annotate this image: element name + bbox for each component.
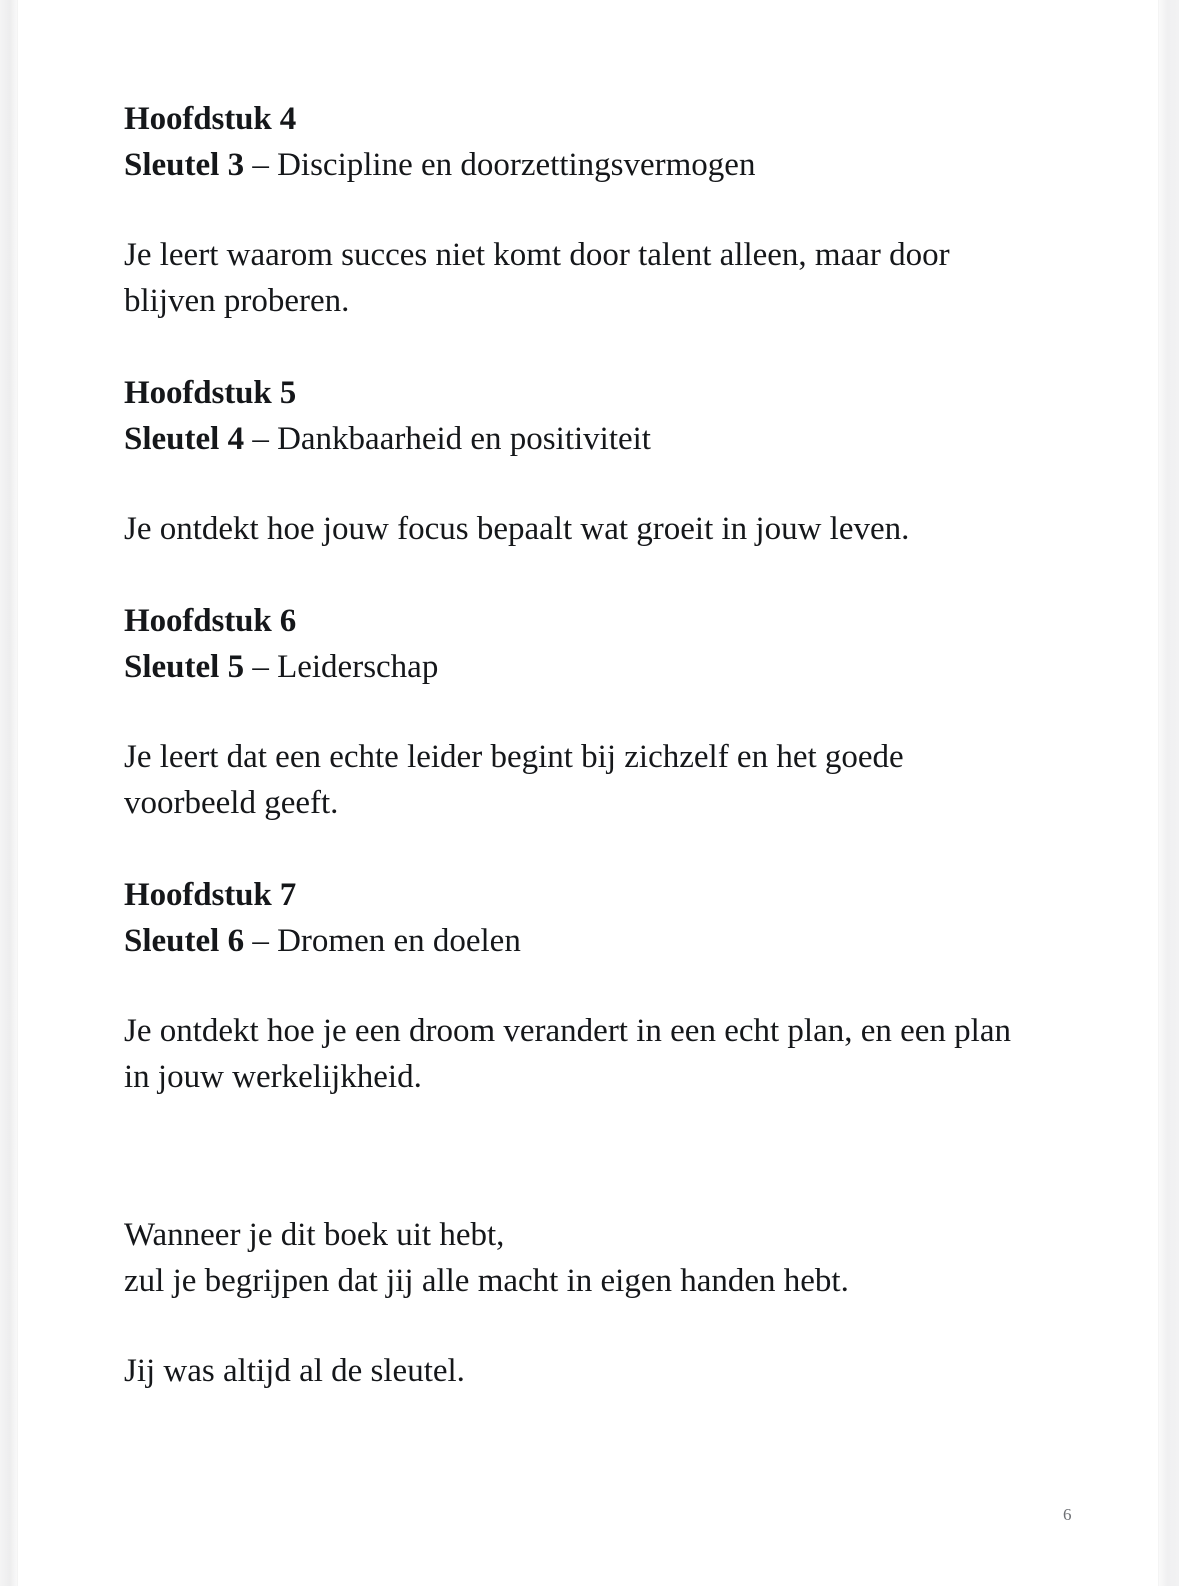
section-body: Je ontdekt hoe jouw focus bepaalt wat groeit in jouw leven. [124, 511, 910, 547]
key-subheading [124, 142, 1024, 188]
closing-line-1: Wanneer je dit boek uit hebt, [124, 1217, 505, 1253]
section-block [124, 96, 1024, 324]
key-separator: – [244, 147, 278, 183]
spacer-large [124, 1100, 1024, 1212]
key-subheading [124, 644, 1024, 690]
page-content [124, 96, 1024, 1394]
section-body: Je ontdekt hoe je een droom verandert in een echt plan, en een plan in jouw werkelijkheid. [124, 1013, 1011, 1095]
key-title: Dromen en doelen [277, 923, 521, 959]
key-separator: – [244, 649, 278, 685]
spacer [124, 690, 1024, 734]
page-number: 6 [1063, 1505, 1072, 1524]
key-subheading [124, 918, 1024, 964]
key-title: Leiderschap [277, 649, 439, 685]
spacer [124, 188, 1024, 232]
key-separator: – [244, 923, 278, 959]
spacer [124, 324, 1024, 370]
spacer [124, 826, 1024, 872]
spacer [124, 964, 1024, 1008]
closing-line-2: zul je begrijpen dat jij alle macht in eigen handen hebt. [124, 1263, 849, 1299]
key-label: Sleutel 6 [124, 923, 245, 959]
key-label: Sleutel 3 [124, 147, 245, 183]
chapter-heading: Hoofdstuk 5 [124, 375, 297, 411]
chapter-heading: Hoofdstuk 7 [124, 877, 297, 913]
section-body: Je leert waarom succes niet komt door talent alleen, maar door blijven proberen. [124, 237, 950, 319]
spacer [124, 1304, 1024, 1348]
key-label: Sleutel 5 [124, 649, 245, 685]
key-title: Discipline en doorzettingsvermogen [277, 147, 756, 183]
closing-line-3: Jij was altijd al de sleutel. [124, 1353, 465, 1389]
closing-block [124, 1212, 1024, 1394]
section-block [124, 370, 1024, 552]
chapter-heading: Hoofdstuk 6 [124, 603, 297, 639]
page-edge-left [0, 0, 18, 1586]
section-block [124, 598, 1024, 826]
key-subheading [124, 416, 1024, 462]
page-sheet [18, 0, 1158, 1586]
section-body: Je leert dat een echte leider begint bij zichzelf en het goede voorbeeld geeft. [124, 739, 904, 821]
spacer [124, 462, 1024, 506]
key-label: Sleutel 4 [124, 421, 245, 457]
chapter-heading: Hoofdstuk 4 [124, 101, 297, 137]
section-block [124, 872, 1024, 1100]
key-title: Dankbaarheid en positiviteit [277, 421, 651, 457]
key-separator: – [244, 421, 278, 457]
page-edge-right [1158, 0, 1179, 1586]
spacer [124, 552, 1024, 598]
